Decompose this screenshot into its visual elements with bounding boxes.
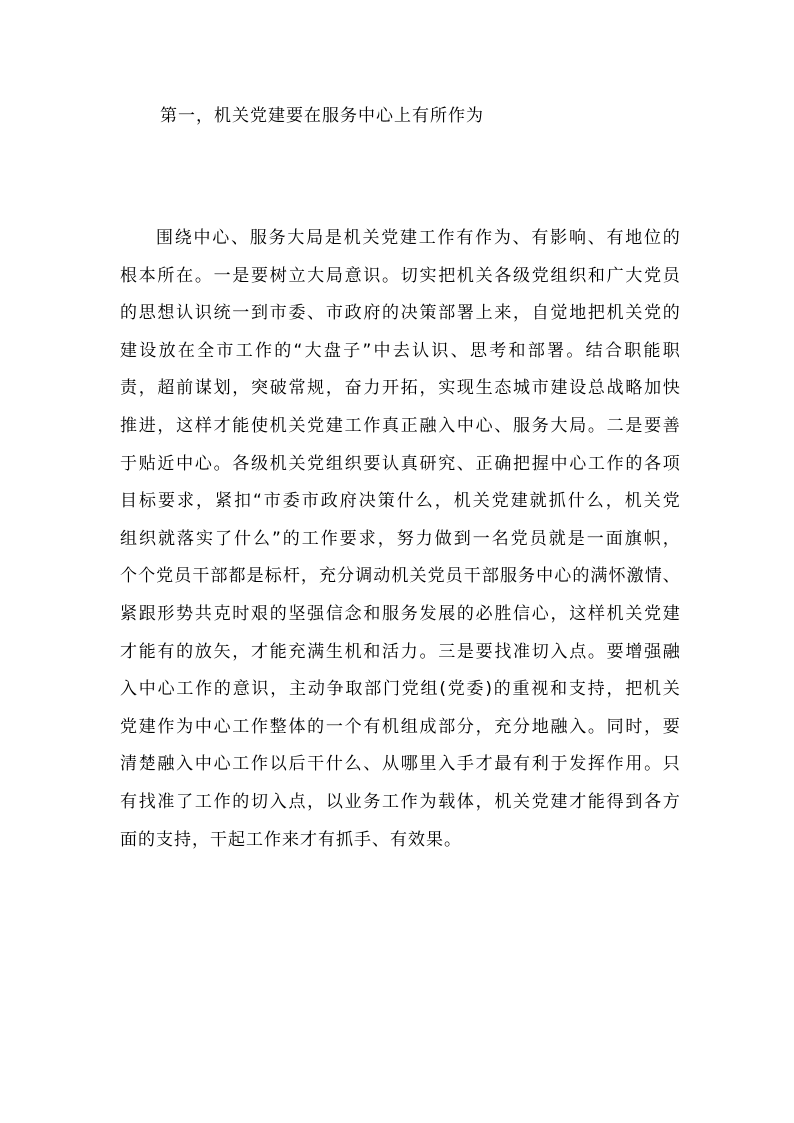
paragraph-line: 目标要求，紧扣“市委市政府决策什么，机关党建就抓什么，机关党: [120, 491, 680, 512]
paragraph-line: 根本所在。一是要树立大局意识。切实把机关各级党组织和广大党员: [120, 265, 680, 286]
paragraph-line: 才能有的放矢，才能充满生机和活力。三是要找准切入点。要增强融: [120, 641, 680, 662]
paragraph-line: 清楚融入中心工作以后干什么、从哪里入手才最有利于发挥作用。只: [120, 754, 680, 775]
paragraph-line: 的思想认识统一到市委、市政府的决策部署上来，自觉地把机关党的: [120, 303, 680, 324]
paragraph-line: 推进，这样才能使机关党建工作真正融入中心、服务大局。二是要善: [120, 415, 680, 436]
paragraph-line: 入中心工作的意识，主动争取部门党组(党委)的重视和支持，把机关: [120, 679, 680, 700]
paragraph-line: 紧跟形势共克时艰的坚强信念和服务发展的必胜信心，这样机关党建: [120, 603, 680, 624]
paragraph-line: 组织就落实了什么”的工作要求，努力做到一名党员就是一面旗帜，: [120, 528, 680, 549]
paragraph-line: 于贴近中心。各级机关党组织要认真研究、正确把握中心工作的各项: [120, 453, 680, 474]
paragraph-line: 责，超前谋划，突破常规，奋力开拓，实现生态城市建设总战略加快: [120, 378, 680, 399]
paragraph-line: 面的支持，干起工作来才有抓手、有效果。: [120, 829, 462, 850]
paragraph-line: 党建作为中心工作整体的一个有机组成部分，充分地融入。同时，要: [120, 716, 680, 737]
body-paragraph: [120, 225, 680, 864]
paragraph-line: 个个党员干部都是标杆，充分调动机关党员干部服务中心的满怀激情、: [120, 566, 680, 587]
section-heading: 第一，机关党建要在服务中心上有所作为: [160, 106, 484, 126]
paragraph-line: 有找准了工作的切入点，以业务工作为载体，机关党建才能得到各方: [120, 791, 680, 812]
paragraph-line: 围绕中心、服务大局是机关党建工作有作为、有影响、有地位的: [156, 228, 680, 248]
paragraph-line: 建设放在全市工作的“大盘子”中去认识、思考和部署。结合职能职: [120, 340, 680, 361]
